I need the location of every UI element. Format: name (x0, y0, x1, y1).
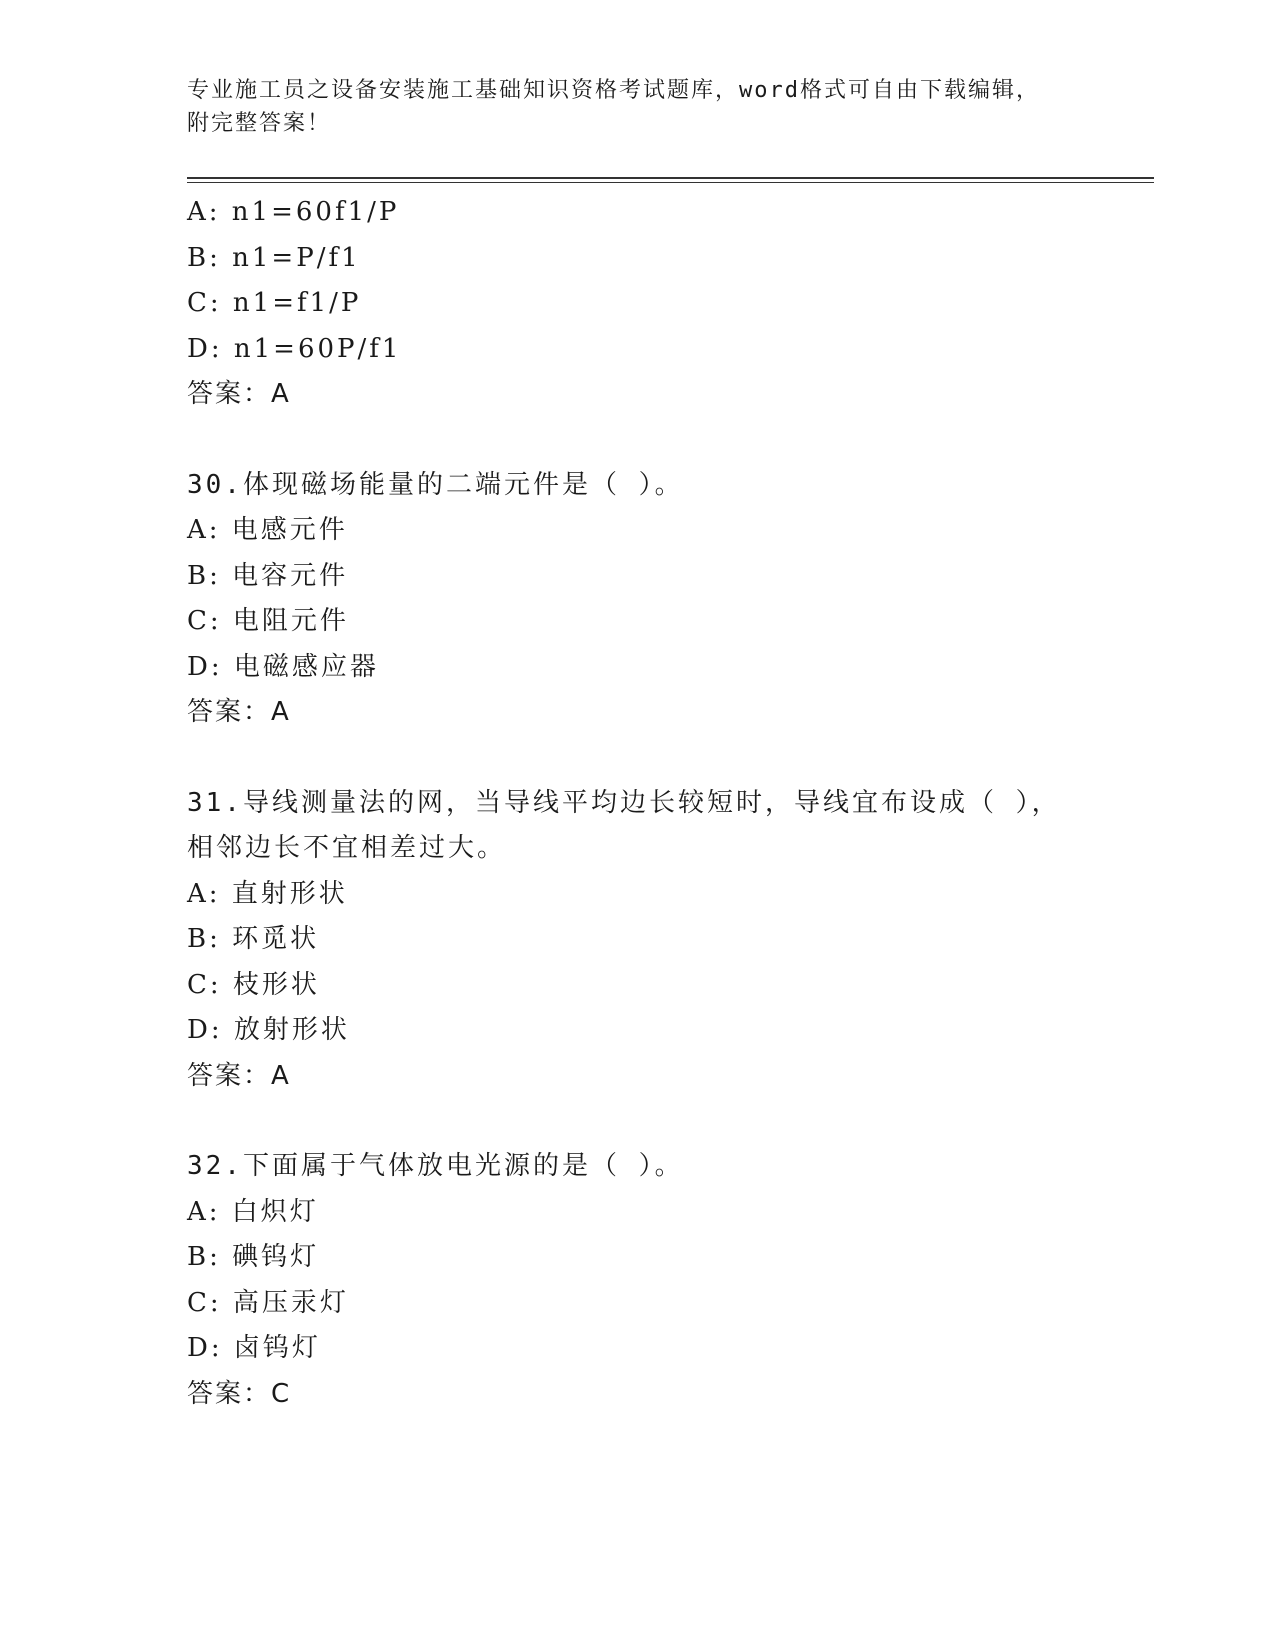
question-text: 32.下面属于气体放电光源的是（ ）。 (187, 1151, 684, 1181)
header-divider-bottom (187, 182, 1154, 183)
option-c: C: n1=f1/P (187, 288, 362, 318)
option-a: A: 直射形状 (187, 878, 348, 909)
option-b: B: n1=P/f1 (187, 242, 361, 273)
option-d: D: 卤钨灯 (187, 1333, 321, 1363)
question-text: 30.体现磁场能量的二端元件是（ ）。 (187, 469, 684, 500)
option-b: B: 环觅状 (187, 924, 320, 954)
header-line-1: 专业施工员之设备安装施工基础知识资格考试题库，word格式可自由下载编辑， (187, 78, 1040, 103)
answer-line: 答案：A (187, 697, 291, 727)
option-a: A: 电感元件 (187, 515, 348, 545)
option-c: C: 高压汞灯 (187, 1287, 349, 1318)
answer-line: 答案：A (187, 379, 291, 409)
option-a: A: n1=60f1/P (187, 197, 400, 227)
header-divider-top (187, 177, 1154, 179)
option-c: C: 电阻元件 (187, 606, 349, 636)
question-block (187, 1144, 1087, 1417)
question-text: 31.导线测量法的网，当导线平均边长较短时，导线宜布设成（ ）， (187, 787, 1061, 818)
option-b: B: 电容元件 (187, 560, 349, 591)
option-b: B: 碘钨灯 (187, 1242, 320, 1272)
header-line-2: 附完整答案！ (187, 111, 332, 136)
question-list (187, 190, 1087, 1417)
option-d: D: 电磁感应器 (187, 651, 379, 682)
option-d: D: 放射形状 (187, 1015, 350, 1045)
option-a: A: 白炽灯 (187, 1196, 319, 1227)
answer-line: 答案：C (187, 1378, 292, 1409)
document-header (187, 74, 1067, 140)
question-block (187, 190, 1087, 418)
option-d: D: n1=60P/f1 (187, 333, 402, 364)
question-block (187, 463, 1087, 736)
question-block (187, 781, 1087, 1100)
answer-line: 答案：A (187, 1060, 291, 1091)
question-text-continued: 相邻边长不宜相差过大。 (187, 833, 507, 863)
option-c: C: 枝形状 (187, 969, 320, 1000)
